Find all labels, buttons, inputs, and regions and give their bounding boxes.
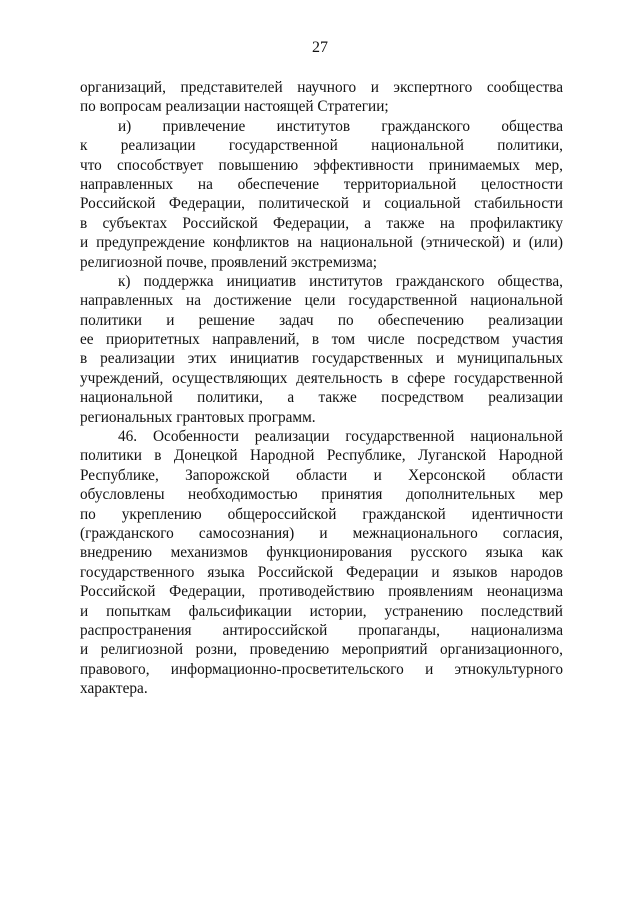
text-line: распространения антироссийской пропаганды, национализма [80, 621, 563, 639]
text-line: учреждений, осуществляющих деятельность в сфере государственной [80, 369, 563, 387]
text-line: и попыткам фальсификации истории, устранению последствий [80, 602, 563, 620]
text-line: и предупреждение конфликтов на национальной (этнической) и (или) [80, 234, 563, 252]
text-line: что способствует повышению эффективности принимаемых мер, [80, 156, 563, 174]
text-line: направленных на достижение цели государственной национальной [80, 292, 563, 310]
document-body [80, 78, 563, 699]
text-line: ее приоритетных направлений, в том числе посредством участия [80, 331, 563, 349]
text-line: организаций, представителей научного и экспертного сообщества [80, 79, 563, 96]
text-line: государственного языка Российской Федерации и языков народов [80, 563, 563, 581]
text-line: религиозной почве, проявлений экстремизма; [80, 253, 378, 271]
text-line: политики и решение задач по обеспечению реализации [80, 311, 563, 329]
text-line: Российской Федерации, политической и социальной стабильности [80, 195, 563, 213]
text-line: к) поддержка инициатив институтов гражданского общества, [118, 272, 563, 290]
text-line: (гражданского самосознания) и межнационального согласия, [80, 524, 563, 542]
text-line: и) привлечение институтов гражданского общества [118, 117, 563, 135]
text-line: по вопросам реализации настоящей Стратегии; [80, 98, 389, 116]
text-line: внедрению механизмов функционирования русского языка как [80, 544, 563, 562]
text-line: 46. Особенности реализации государственной национальной [118, 428, 563, 446]
text-line: региональных грантовых программ. [80, 408, 316, 426]
text-line: в субъектах Российской Федерации, а также на профилактику [80, 214, 563, 232]
text-line: Республике, Запорожской области и Херсонской области [80, 466, 563, 484]
text-line: направленных на обеспечение территориальной целостности [80, 175, 563, 193]
text-line: к реализации государственной национальной политики, [80, 137, 563, 155]
text-line: по укреплению общероссийской гражданской идентичности [80, 505, 563, 523]
text-line: в реализации этих инициатив государственных и муниципальных [80, 350, 563, 368]
text-line: и религиозной розни, проведению мероприятий организационного, [80, 641, 563, 659]
page-number: 27 [312, 39, 328, 56]
text-line: политики в Донецкой Народной Республике, Луганской Народной [80, 447, 563, 465]
text-line: обусловлены необходимостью принятия дополнительных мер [80, 486, 563, 504]
text-line: правового, информационно-просветительского и этнокультурного [80, 660, 563, 678]
text-line: характера. [80, 680, 148, 698]
text-line: Российской Федерации, противодействию проявлениям неонацизма [80, 583, 563, 601]
text-line: национальной политики, а также посредством реализации [80, 389, 563, 407]
